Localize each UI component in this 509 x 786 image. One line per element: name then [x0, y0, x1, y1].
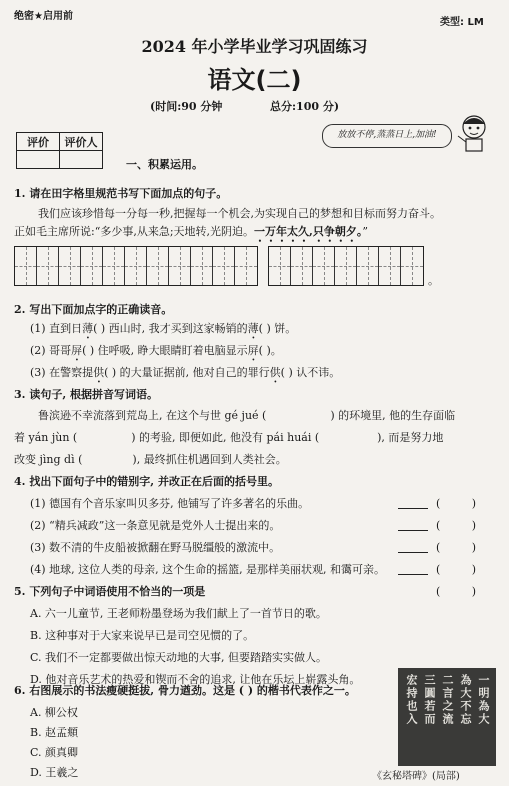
q5-option-c[interactable]: C. 我们不一定都要做出惊天动地的大事, 但要踏踏实实做人。	[30, 651, 328, 664]
grid-cell[interactable]	[125, 247, 147, 285]
q1-line1: 我们应该珍惜每一分每一秒,把握每一个机会,为实现自己的梦想和目标而努力奋斗。	[38, 207, 441, 220]
q6-option-c[interactable]: C. 颜真卿	[30, 746, 79, 759]
calligraphy-col: 為大不忘	[459, 674, 472, 726]
q4-answer-paren-1[interactable]: ( )	[436, 497, 477, 510]
q5-stem: 5. 下列句子中词语使用不恰当的一项是	[14, 585, 206, 598]
score-table	[16, 132, 103, 169]
q4-answer-wrong-4[interactable]	[398, 574, 428, 575]
q5-option-d[interactable]: D. 他对音乐艺术的热爱和锲而不舍的追求, 让他在乐坛上崭露头角。	[30, 673, 361, 686]
q3-line3-end: ), 最终抓住机遇回到人类社会。	[132, 453, 287, 466]
grid-period: 。	[428, 274, 439, 287]
grid-cell[interactable]	[379, 247, 401, 285]
subject-title: 语文(二)	[207, 66, 302, 94]
q3-line2	[14, 431, 443, 445]
q2-item3-char2: 供	[269, 366, 281, 379]
grid-cell[interactable]	[169, 247, 191, 285]
exam-total: 总分:100 分)	[270, 100, 340, 113]
score-cell[interactable]	[17, 151, 60, 169]
q6-option-a[interactable]: A. 柳公权	[30, 706, 78, 719]
q2-item3-char: 供	[93, 366, 105, 379]
q3-line1	[38, 409, 455, 423]
grid-cell[interactable]	[357, 247, 379, 285]
q4-item4: (4) 地球, 这位人类的母亲, 这个生命的摇篮, 是那样美丽状观, 和霭可亲。	[30, 563, 386, 576]
q4-answer-wrong-2[interactable]	[398, 530, 428, 531]
q2-item2-text: (2) 哥哥	[30, 344, 72, 357]
q2-item1-text: (1) 直到日	[30, 322, 83, 335]
grid-cell[interactable]	[37, 247, 59, 285]
q1-quote-end: ”	[362, 225, 368, 238]
q4-answer-paren-2[interactable]: ( )	[436, 519, 477, 532]
grid-cell[interactable]	[103, 247, 125, 285]
q4-item3: (3) 数不清的牛皮船被掀翻在野马脱缰般的激流中。	[30, 541, 281, 554]
q3-line1-text: 鲁滨逊不幸流落到荒岛上, 在这个与世 gé jué (	[38, 409, 267, 422]
q1-line2	[14, 225, 368, 245]
q2-item2	[30, 344, 282, 364]
q6-stem: 6. 右图展示的书法瘦硬挺拔, 骨力遒劲。这是 ( ) 的楷书代表作之一。	[14, 684, 356, 697]
q6-option-b[interactable]: B. 赵孟頫	[30, 726, 79, 739]
calligraphy-image	[398, 668, 496, 766]
calligraphy-col: 二言之流	[441, 674, 454, 726]
motto-bubble	[322, 124, 452, 148]
writing-grid-right[interactable]	[268, 246, 424, 286]
grid-cell[interactable]	[59, 247, 81, 285]
q2-item2-mid: ( ) 住呼吸, 睁大眼睛盯着电脑显示	[82, 344, 248, 357]
grid-cell[interactable]	[335, 247, 357, 285]
q5-answer-paren[interactable]: ( )	[436, 585, 477, 598]
q3-stem: 3. 读句子, 根据拼音写词语。	[14, 388, 158, 401]
secret-mark: 绝密★启用前	[14, 11, 73, 22]
q4-answer-paren-3[interactable]: ( )	[436, 541, 477, 554]
q3-line1-end: ) 的环境里, 他的生存面临	[330, 409, 456, 422]
q4-answer-wrong-1[interactable]	[398, 508, 428, 509]
q4-answer-wrong-3[interactable]	[398, 552, 428, 553]
exam-time: (时间:90 分钟	[150, 100, 223, 113]
grid-cell[interactable]	[291, 247, 313, 285]
q2-item1-char: 薄	[82, 322, 94, 335]
grader-header: 评价人	[60, 133, 103, 151]
calligraphy-col: 三圓若而	[423, 674, 436, 726]
q4-item2: (2) “精兵减政”这一条意见就是党外人士提出来的。	[30, 519, 281, 532]
paper-type: 类型: LM	[440, 17, 484, 28]
section-title: 一、积累运用。	[126, 158, 203, 171]
q2-item1	[30, 322, 296, 342]
grid-cell[interactable]	[313, 247, 335, 285]
grid-cell[interactable]	[191, 247, 213, 285]
q2-item3	[30, 366, 340, 386]
calligraphy-col: 宏持也入	[405, 674, 418, 726]
q2-item1-mid: ( ) 西山时, 我才买到这家畅销的	[93, 322, 248, 335]
calligraphy-col: 一明為大	[477, 674, 490, 726]
q3-line3-text: 改变 jìng dì (	[14, 453, 83, 466]
q5-option-b[interactable]: B. 这种事对于大家来说早已是司空见惯的了。	[30, 629, 255, 642]
writing-grid-left[interactable]	[14, 246, 258, 286]
q4-stem: 4. 找出下面句子中的错别字, 并改正在后面的括号里。	[14, 475, 279, 488]
grid-cell[interactable]	[15, 247, 37, 285]
q1-dotted-sentence: 一万年太久,只争朝夕。	[254, 225, 363, 238]
q3-line2-mid: ) 的考验, 即便如此, 他没有 pái huái (	[131, 431, 320, 444]
grid-cell[interactable]	[269, 247, 291, 285]
q2-item3-end: ( ) 认不讳。	[280, 366, 341, 379]
motto-text: 放放不停,蒸蒸日上,加油!	[337, 130, 437, 140]
grader-cell[interactable]	[60, 151, 103, 169]
q2-item3-mid: ( ) 的大量证据前, 他对自己的罪行	[104, 366, 270, 379]
q2-item1-char2: 薄	[247, 322, 259, 335]
q3-line2-text: 着 yán jùn (	[14, 431, 78, 444]
q2-item2-char: 屏	[71, 344, 83, 357]
q2-item3-text: (3) 在警察提	[30, 366, 94, 379]
q6-option-d[interactable]: D. 王羲之	[30, 766, 79, 779]
q2-item2-char2: 屏	[247, 344, 259, 357]
grid-cell[interactable]	[147, 247, 169, 285]
grid-cell[interactable]	[81, 247, 103, 285]
score-header: 评价	[17, 133, 60, 151]
q5-option-a[interactable]: A. 六一儿童节, 王老师粉墨登场为我们献上了一首节日的歌。	[30, 607, 327, 620]
paper-title: 2024 年小学毕业学习巩固练习	[141, 37, 368, 56]
q3-line3	[14, 453, 287, 467]
grid-cell[interactable]	[401, 247, 423, 285]
q4-item1: (1) 德国有个音乐家叫贝多芬, 他铺写了许多著名的乐曲。	[30, 497, 310, 510]
q2-item1-end: ( ) 饼。	[258, 322, 297, 335]
grid-cell[interactable]	[213, 247, 235, 285]
mascot-icon	[452, 112, 496, 154]
calligraphy-caption: 《玄秘塔碑》(局部)	[372, 771, 460, 782]
q1-stem: 1. 请在田字格里规范书写下面加点的句子。	[14, 187, 228, 200]
grid-cell[interactable]	[235, 247, 257, 285]
q1-quote-start: 正如毛主席所说:“多少事,从来急;天地转,光阴迫。	[14, 225, 255, 238]
q2-item2-end: ( )。	[258, 344, 282, 357]
q4-answer-paren-4[interactable]: ( )	[436, 563, 477, 576]
q2-stem: 2. 写出下面加点字的正确读音。	[14, 303, 173, 316]
q3-line2-end: ), 而是努力地	[377, 431, 444, 444]
